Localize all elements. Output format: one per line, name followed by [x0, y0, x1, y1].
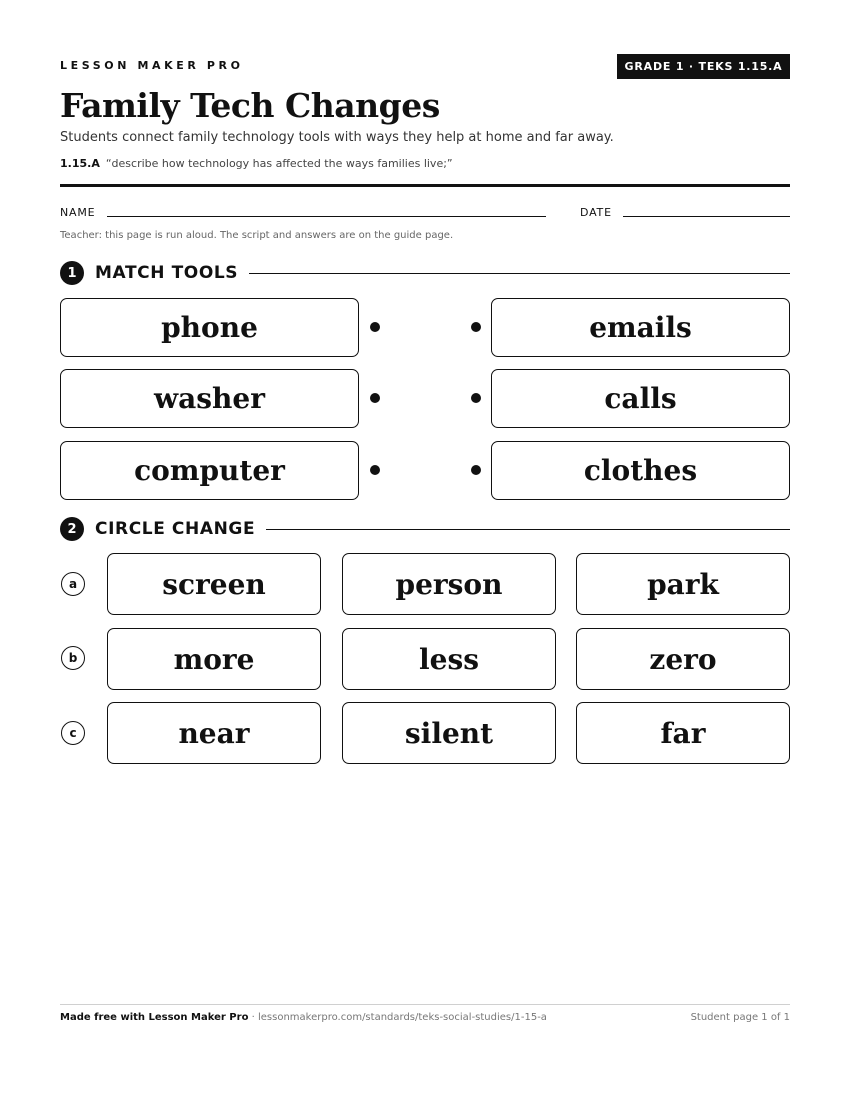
footer-divider: [60, 1004, 790, 1005]
match-left-dot[interactable]: [370, 322, 380, 332]
date-label: DATE: [580, 206, 612, 219]
match-left-dot[interactable]: [370, 393, 380, 403]
circle-option-card[interactable]: person: [342, 553, 556, 615]
header-divider: [60, 184, 790, 187]
section-match-tools-header: [60, 261, 790, 285]
section-title: CIRCLE CHANGE: [95, 519, 256, 539]
match-right-card[interactable]: calls: [491, 369, 790, 428]
standard-text: “describe how technology has affected the ways families live;”: [105, 157, 453, 170]
section-rule: [266, 529, 790, 530]
row-letter-badge: a: [61, 572, 85, 596]
circle-option-card[interactable]: park: [576, 553, 790, 615]
section-number-badge: 2: [60, 517, 84, 541]
footer-credit: [60, 1012, 547, 1023]
date-line[interactable]: [623, 216, 790, 217]
name-label: NAME: [60, 206, 96, 219]
match-right-dot[interactable]: [471, 322, 481, 332]
circle-option-card[interactable]: zero: [576, 628, 790, 690]
row-letter-badge: b: [61, 646, 85, 670]
match-left-dot[interactable]: [370, 465, 380, 475]
standard-code: 1.15.A: [60, 157, 100, 170]
circle-option-card[interactable]: far: [576, 702, 790, 764]
match-left-card[interactable]: phone: [60, 298, 359, 357]
match-right-dot[interactable]: [471, 465, 481, 475]
match-right-dot[interactable]: [471, 393, 481, 403]
name-line[interactable]: [107, 216, 546, 217]
footer-page-number: Student page 1 of 1: [690, 1012, 790, 1023]
circle-option-card[interactable]: more: [107, 628, 321, 690]
circle-option-card[interactable]: silent: [342, 702, 556, 764]
brand-name: LESSON MAKER PRO: [60, 59, 244, 72]
section-rule: [249, 273, 790, 274]
row-letter-badge: c: [61, 721, 85, 745]
page-title: Family Tech Changes: [60, 86, 440, 125]
grade-badge: GRADE 1 · TEKS 1.15.A: [617, 54, 790, 79]
match-right-card[interactable]: clothes: [491, 441, 790, 500]
standard-line: [60, 157, 453, 170]
circle-option-card[interactable]: near: [107, 702, 321, 764]
section-number-badge: 1: [60, 261, 84, 285]
footer-url: · lessonmakerpro.com/standards/teks-social-studies/1-15-a: [248, 1012, 547, 1023]
match-right-card[interactable]: emails: [491, 298, 790, 357]
circle-option-card[interactable]: less: [342, 628, 556, 690]
circle-option-card[interactable]: screen: [107, 553, 321, 615]
match-left-card[interactable]: washer: [60, 369, 359, 428]
section-title: MATCH TOOLS: [95, 263, 239, 283]
match-left-card[interactable]: computer: [60, 441, 359, 500]
footer-made-with: Made free with Lesson Maker Pro: [60, 1012, 249, 1023]
page-subtitle: Students connect family technology tools with ways they help at home and far away.: [60, 130, 614, 145]
section-circle-change-header: [60, 517, 790, 541]
teacher-note: Teacher: this page is run aloud. The script and answers are on the guide page.: [60, 230, 454, 241]
